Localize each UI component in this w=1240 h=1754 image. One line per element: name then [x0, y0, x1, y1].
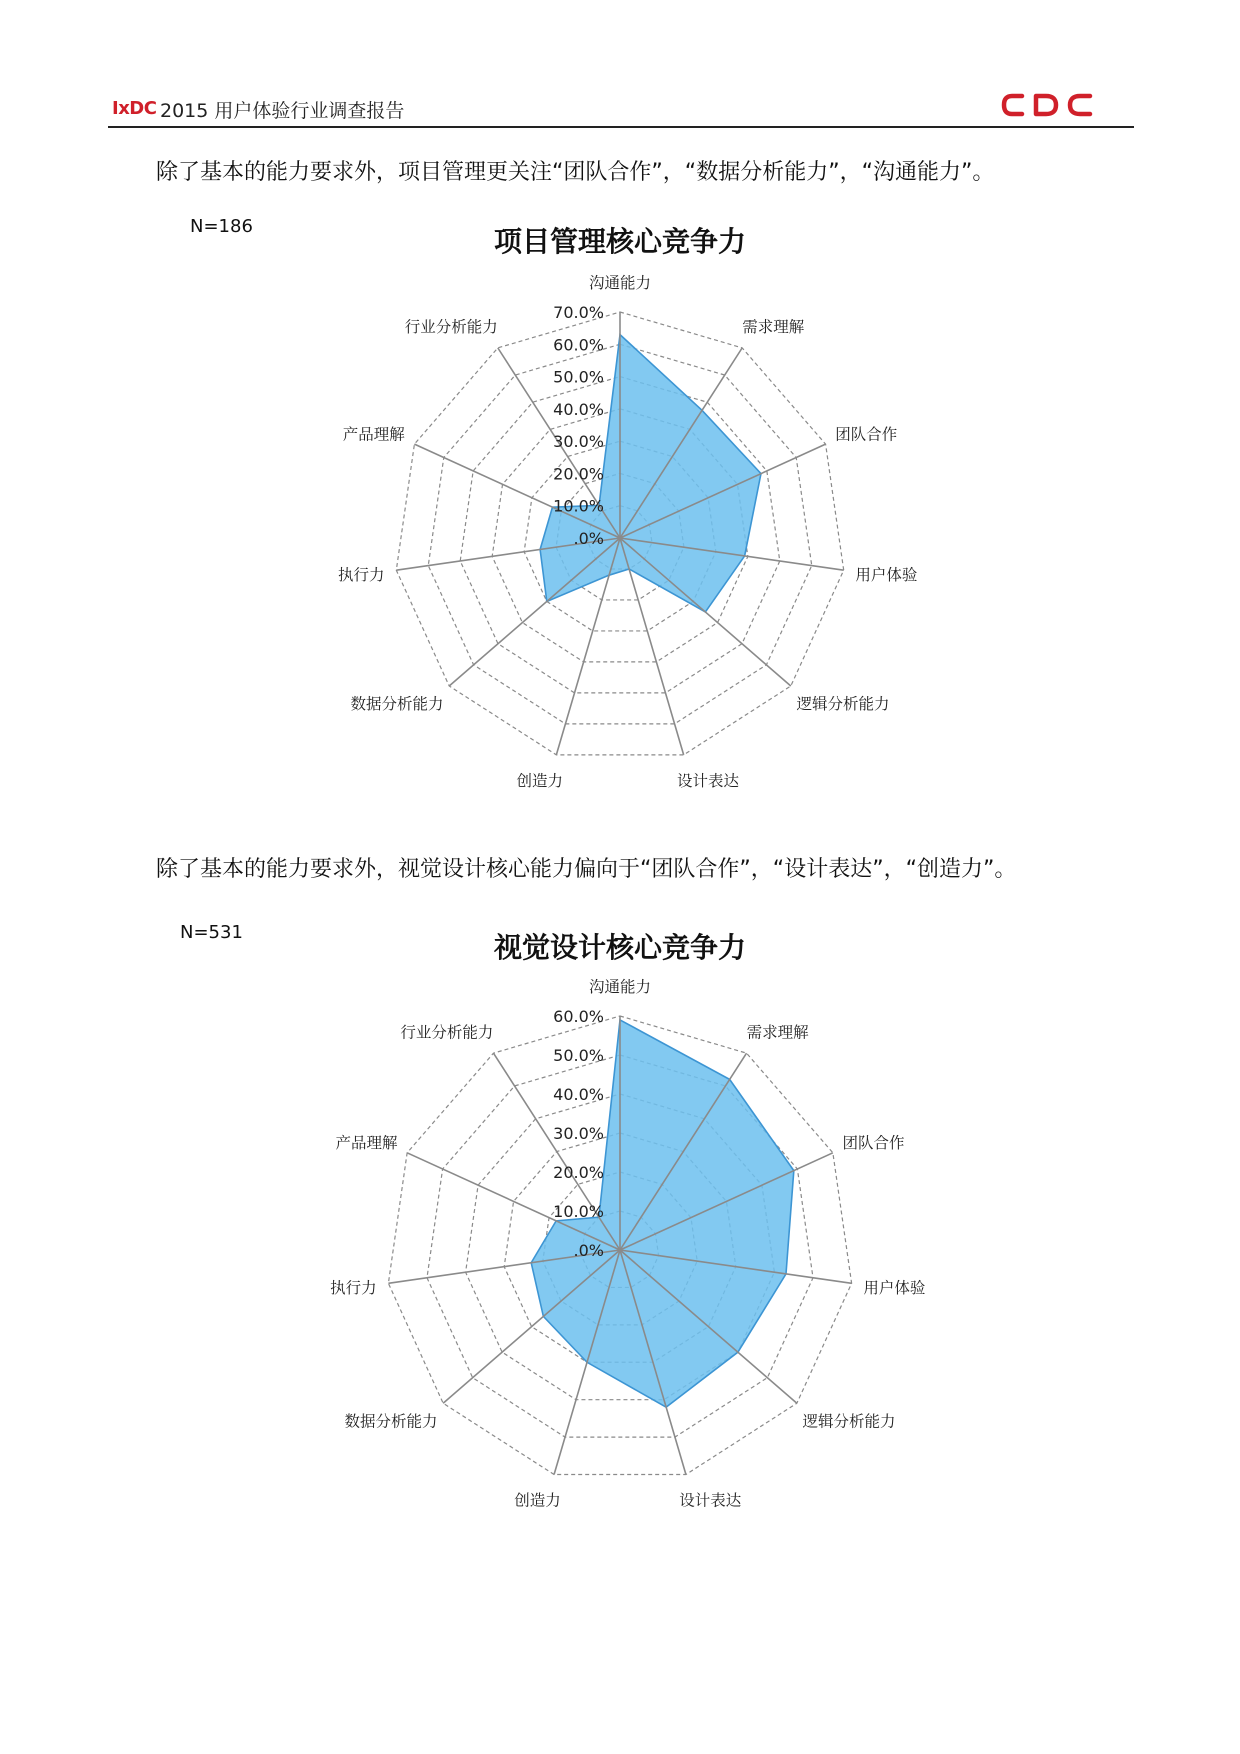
axis-label-3: 用户体验 [863, 1279, 926, 1298]
page-header [108, 88, 1132, 128]
axis-label-9: 产品理解 [335, 1133, 398, 1152]
tick-label: 30.0% [553, 1124, 604, 1143]
axis-label-8: 执行力 [330, 1279, 377, 1298]
axis-label-2: 团队合作 [835, 425, 898, 444]
spoke-7 [449, 538, 620, 686]
section-1-caption: 除了基本的能力要求外，项目管理更关注“团队合作”，“数据分析能力”，“沟通能力”。 [156, 160, 995, 185]
header-divider [108, 126, 1134, 128]
tick-label: 50.0% [553, 1046, 604, 1065]
axis-label-10: 行业分析能力 [400, 1023, 494, 1042]
axis-label-10: 行业分析能力 [404, 318, 498, 337]
axis-label-2: 团队合作 [842, 1133, 905, 1152]
tick-label: 20.0% [553, 464, 604, 484]
axis-label-0: 沟通能力 [588, 978, 652, 996]
tick-label: 50.0% [553, 367, 604, 387]
tick-label: 60.0% [553, 1007, 604, 1026]
section-2-caption: 除了基本的能力要求外，视觉设计核心能力偏向于“团队合作”，“设计表达”，“创造力”。 [156, 857, 1017, 882]
axis-label-7: 数据分析能力 [350, 695, 444, 714]
tick-label: 20.0% [553, 1163, 604, 1182]
cdc-logo [1000, 90, 1096, 120]
radar-chart-project-management [0, 260, 1240, 820]
tick-label: 40.0% [553, 399, 604, 419]
axis-label-3: 用户体验 [855, 565, 918, 584]
chart-2-title: 视觉设计核心竞争力 [493, 931, 746, 964]
axis-label-8: 执行力 [338, 565, 385, 584]
tick-label: 40.0% [553, 1085, 604, 1104]
axis-label-9: 产品理解 [342, 425, 405, 444]
axis-label-0: 沟通能力 [588, 274, 652, 292]
tick-label: 10.0% [553, 496, 604, 516]
chart-1-title: 项目管理核心竞争力 [493, 225, 746, 258]
tick-label: 10.0% [553, 1202, 604, 1221]
tick-label: .0% [573, 1241, 604, 1260]
radar-chart-visual-design [0, 968, 1240, 1508]
axis-label-4: 逻辑分析能力 [802, 1412, 896, 1431]
ixdc-logo: IxDC [112, 98, 157, 119]
section-2-sample-size: N=531 [180, 922, 243, 943]
axis-label-1: 需求理解 [746, 1023, 809, 1042]
tick-label: 70.0% [553, 303, 604, 322]
tick-label: .0% [573, 529, 604, 548]
axis-label-4: 逻辑分析能力 [796, 695, 890, 714]
axis-label-1: 需求理解 [742, 318, 805, 337]
axis-label-5: 设计表达 [676, 771, 740, 790]
axis-label-7: 数据分析能力 [344, 1412, 438, 1431]
section-1-sample-size: N=186 [190, 216, 253, 237]
axis-label-6: 创造力 [516, 771, 564, 790]
report-title: 2015 用户体验行业调查报告 [160, 100, 405, 122]
tick-label: 60.0% [553, 335, 604, 355]
axis-label-5: 设计表达 [679, 1491, 742, 1510]
tick-label: 30.0% [553, 432, 604, 452]
axis-label-6: 创造力 [514, 1491, 561, 1510]
